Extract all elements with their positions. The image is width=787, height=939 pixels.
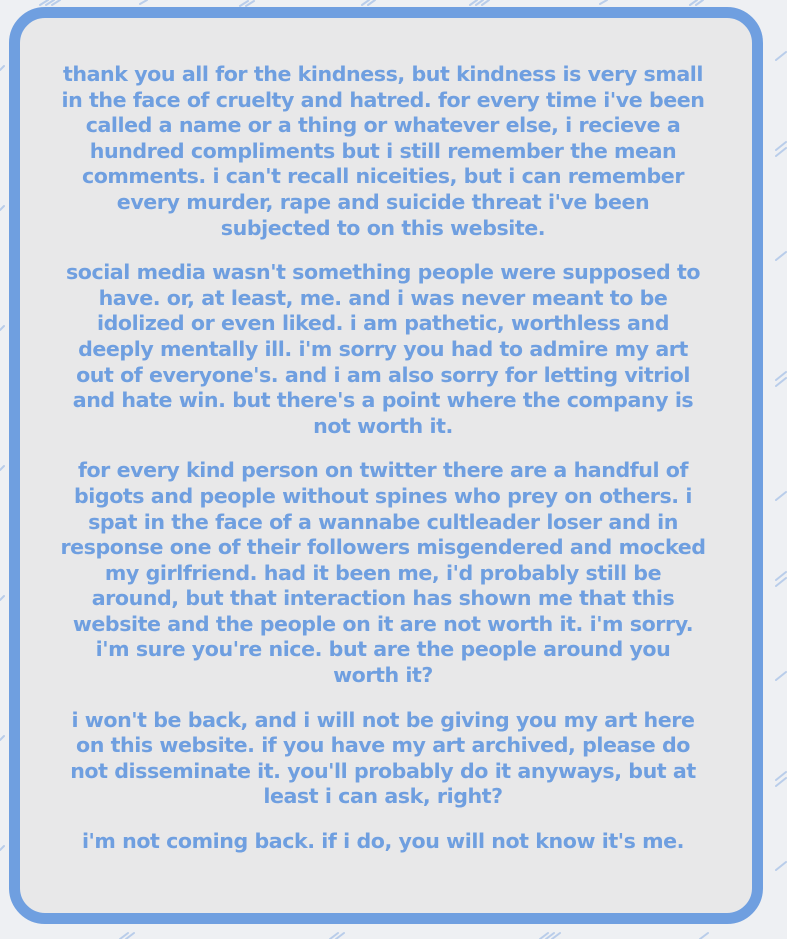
paragraph-4: i won't be back, and i will not be giving you my art here on this website. if you have my art archived, please do not disseminate it. you'll probably do it anyways, but at least i can ask, right? <box>70 707 696 809</box>
paragraph-3: for every kind person on twitter there are a handful of bigots and people without spines who prey on others. i spat in the face of a wannabe cultleader loser and in response one of their followers misgendered and mocked my girlfriend. had it been me, i'd probably still be around, but that interaction has shown me that this website and the people on it are not worth it. i'm sorry. i'm sure you're nice. but are the people around you worth it? <box>60 458 706 688</box>
post-text <box>60 62 706 855</box>
paragraph-1: thank you all for the kindness, but kindness is very small in the face of cruelty and hatred. for every time i've been called a name or a thing or whatever else, i recieve a hundred compliments but i still remember the mean comments. i can't recall niceities, but i can remember every murder, rape and suicide threat i've been subjected to on this website. <box>61 62 705 240</box>
paragraph-2: social media wasn't something people were supposed to have. or, at least, me. and i was never meant to be idolized or even liked. i am pathetic, worthless and deeply mentally ill. i'm sorry you had to admire my art out of everyone's. and i am also sorry for letting vitriol and hate win. but there's a point where the company is not worth it. <box>65 260 701 438</box>
paragraph-5: i'm not coming back. if i do, you will not know it's me. <box>81 829 685 854</box>
